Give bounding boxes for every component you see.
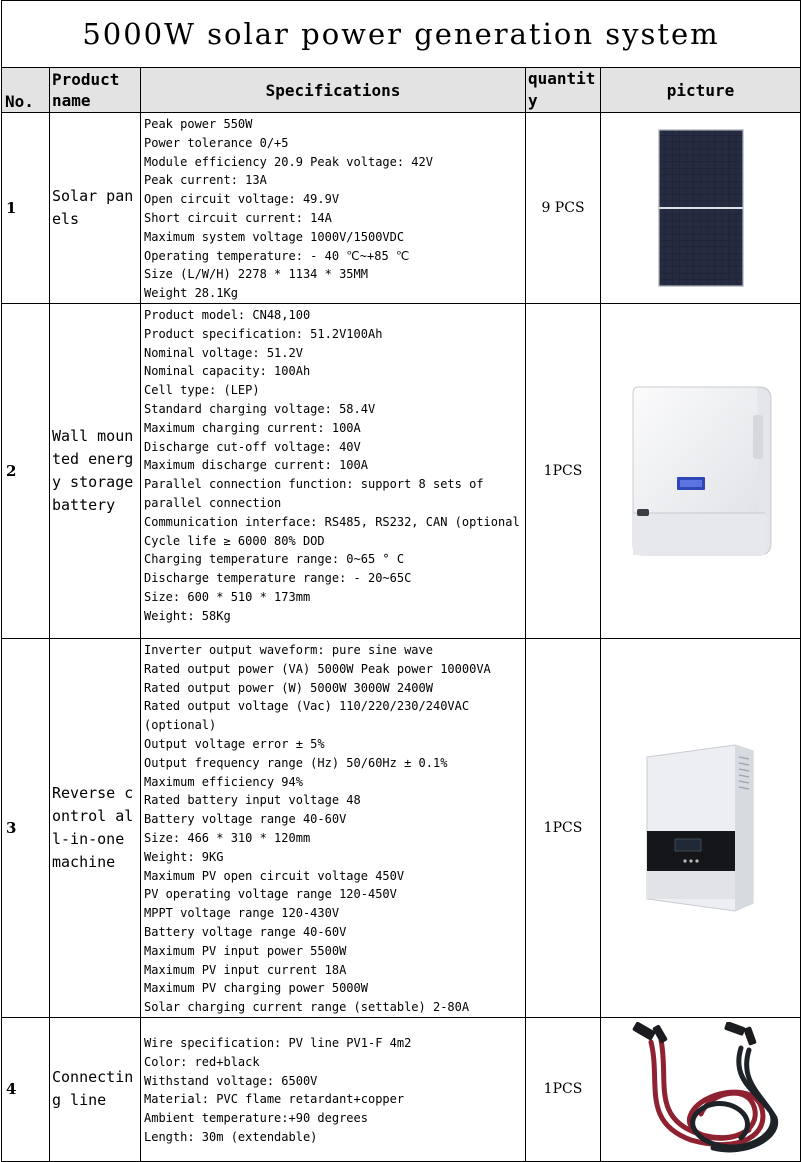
- spec-line: Rated battery input voltage 48: [144, 793, 361, 808]
- row-number: 2: [2, 303, 50, 638]
- table-row: [2, 303, 801, 638]
- product-name: Reverse control all-in-one machine: [50, 638, 141, 1017]
- spec-line: Weight 28.1Kg: [144, 286, 238, 301]
- spec-line: Size (L/W/H) 2278 * 1134 * 35MM: [144, 267, 368, 282]
- product-name: Solar panels: [50, 113, 141, 304]
- spec-line: Output frequency range (Hz) 50/60Hz ± 0.1%: [144, 755, 448, 770]
- picture-cell: [601, 113, 801, 304]
- spec-line: Operating temperature: - 40 ℃~+85 ℃: [144, 248, 410, 263]
- spec-line: Maximum PV charging power 5000W: [144, 981, 368, 996]
- spec-line: Nominal capacity: 100Ah: [144, 364, 311, 379]
- table-header-row: [2, 68, 801, 113]
- header-specifications: Specifications: [141, 68, 526, 113]
- table-row: [2, 638, 801, 1017]
- spec-line: Inverter output waveform: pure sine wave: [144, 642, 433, 657]
- spec-line: Cell type: (LEP): [144, 383, 260, 398]
- spec-line: Cycle life ≥ 6000 80% DOD: [144, 533, 325, 548]
- spec-line: Discharge cut-off voltage: 40V: [144, 439, 361, 454]
- spec-line: Open circuit voltage: 49.9V: [144, 192, 340, 207]
- spec-line: Maximum system voltage 1000V/1500VDC: [144, 229, 405, 244]
- inverter-image: [645, 743, 757, 913]
- spec-line: Parallel connection function: support 8 sets of parallel connection: [144, 477, 491, 510]
- spec-line: Peak power 550W: [144, 117, 253, 131]
- spec-line: Size: 466 * 310 * 120mm: [144, 830, 311, 845]
- spec-line: Output voltage error ± 5%: [144, 736, 325, 751]
- spec-line: Standard charging voltage: 58.4V: [144, 401, 376, 416]
- spec-line: Maximum discharge current: 100A: [144, 458, 368, 473]
- picture-cell: [601, 1017, 801, 1161]
- picture-cell: [601, 638, 801, 1017]
- spec-line: Product specification: 51.2V100Ah: [144, 326, 383, 341]
- spec-line: Wire specification: PV line PV1-F 4m2: [144, 1036, 412, 1051]
- spec-line: Weight: 58Kg: [144, 608, 231, 623]
- spec-line: Short circuit current: 14A: [144, 210, 332, 225]
- quantity: 1PCS: [526, 303, 601, 638]
- spec-line: Communication interface: RS485, RS232, CAN (optional: [144, 514, 520, 529]
- row-number: 4: [2, 1017, 50, 1161]
- spec-line: Product model: CN48,100: [144, 307, 311, 322]
- spec-line: Withstand voltage: 6500V: [144, 1073, 318, 1088]
- spec-line: Maximum charging current: 100A: [144, 420, 361, 435]
- spec-list: [141, 303, 526, 638]
- solar-panel-image: [658, 129, 744, 287]
- quantity: 9 PCS: [526, 113, 601, 304]
- quantity: 1PCS: [526, 638, 601, 1017]
- spec-line: Weight: 9KG: [144, 849, 224, 864]
- spec-line: Rated output voltage (Vac) 110/220/230/240VAC (optional): [144, 699, 477, 733]
- quantity: 1PCS: [526, 1017, 601, 1161]
- spec-line: Rated output power (VA) 5000W Peak power 10000VA: [144, 661, 491, 676]
- spec-list: [141, 1017, 526, 1161]
- spec-line: Peak current: 13A: [144, 173, 267, 188]
- spec-list: [141, 113, 526, 304]
- spec-line: Size: 600 * 510 * 173mm: [144, 589, 311, 604]
- spec-line: Material: PVC flame retardant+copper: [144, 1092, 405, 1107]
- cable-image: [621, 1022, 781, 1156]
- spec-line: Module efficiency 20.9 Peak voltage: 42V: [144, 154, 433, 169]
- spec-line: PV operating voltage range 120-450V: [144, 887, 397, 902]
- row-number: 1: [2, 113, 50, 304]
- spec-line: Maximum PV input current 18A: [144, 962, 347, 977]
- picture-cell: [601, 303, 801, 638]
- table-row: [2, 113, 801, 304]
- spec-line: Maximum PV open circuit voltage 450V: [144, 868, 405, 883]
- spec-line: Discharge temperature range: - 20~65C: [144, 571, 412, 586]
- spec-line: Charging temperature range: 0~65 ° C: [144, 552, 405, 567]
- spec-line: Maximum efficiency 94%: [144, 774, 303, 789]
- spec-list: [141, 638, 526, 1017]
- spec-line: Rated output power (W) 5000W 3000W 2400W: [144, 680, 433, 695]
- spec-line: Color: red+black: [144, 1054, 260, 1069]
- spec-line: Battery voltage range 40-60V: [144, 812, 347, 827]
- spec-line: Length: 30m (extendable): [144, 1130, 318, 1144]
- spec-table: [1, 0, 801, 1162]
- header-picture: picture: [601, 68, 801, 113]
- spec-line: MPPT voltage range 120-430V: [144, 906, 340, 921]
- row-number: 3: [2, 638, 50, 1017]
- spec-line: Power tolerance 0/+5: [144, 135, 289, 150]
- spec-line: Nominal voltage: 51.2V: [144, 345, 303, 360]
- product-name: Wall mounted energy storage battery: [50, 303, 141, 638]
- spec-line: Maximum PV input power 5500W: [144, 943, 347, 958]
- header-quantity: quantity: [526, 68, 601, 113]
- header-product-name: Product name: [50, 68, 141, 113]
- battery-image: [629, 385, 773, 557]
- header-no: No.: [2, 68, 50, 113]
- product-name: Connecting line: [50, 1017, 141, 1161]
- page-title: 5000W solar power generation system: [2, 1, 801, 68]
- table-row: [2, 1017, 801, 1161]
- spec-line: Battery voltage range 40-60V: [144, 924, 347, 939]
- spec-line: Ambient temperature:+90 degrees: [144, 1111, 368, 1126]
- spec-line: Solar charging current range (settable) 2-80A: [144, 1000, 470, 1015]
